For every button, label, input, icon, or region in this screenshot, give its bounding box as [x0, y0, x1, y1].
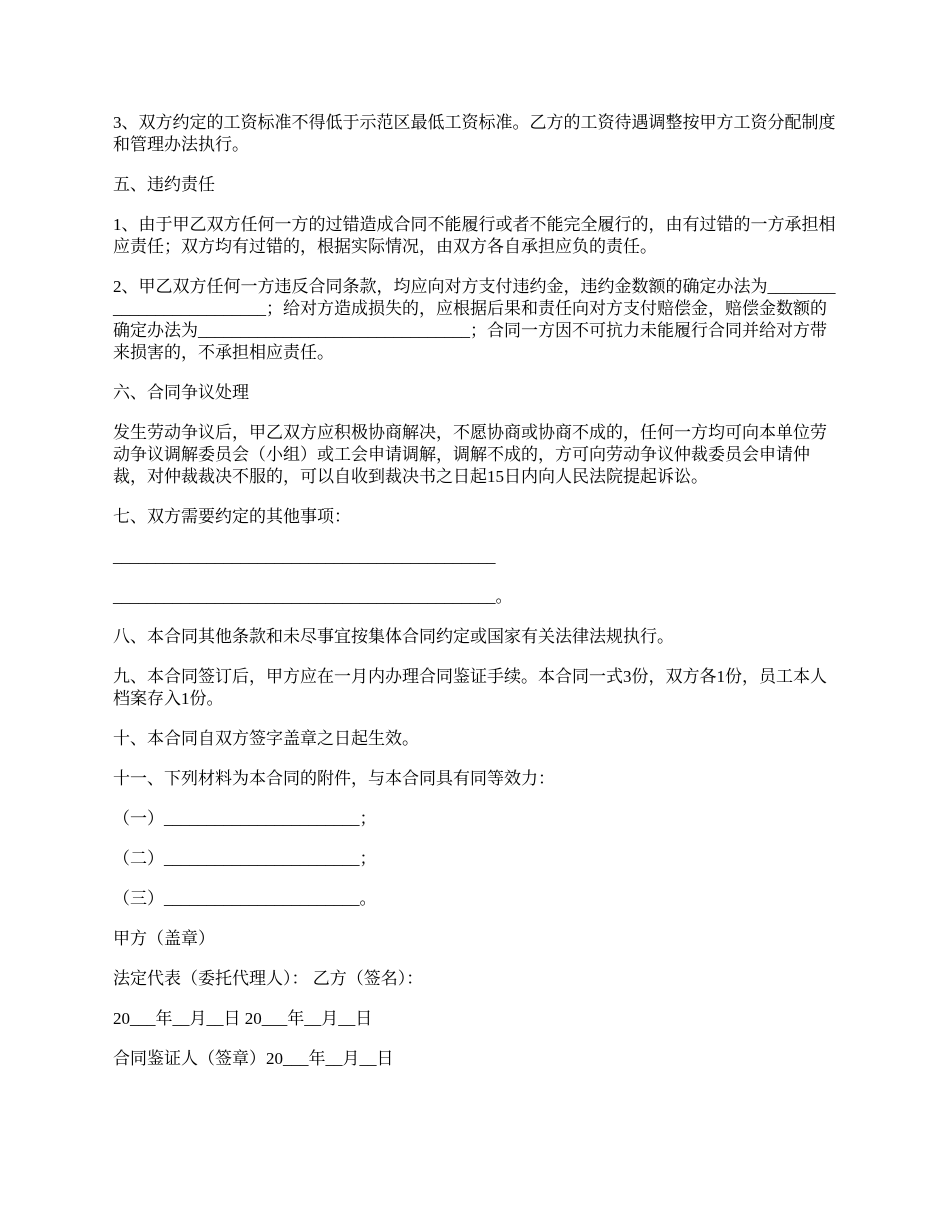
heading-dispute-resolution: 六、合同争议处理 — [113, 383, 249, 402]
clause-effective-date: 十、本合同自双方签字盖章之日起生效。 — [113, 729, 419, 748]
clause-breach-fault: 1、由于甲乙双方任何一方的过错造成合同不能履行或者不能完全履行的，由有过错的一方承担相应责任；双方均有过错的，根据实际情况，由双方各自承担应负的责任。 — [113, 215, 836, 256]
attachment-item-3: （三）_______________________。 — [113, 889, 377, 908]
clause-contract-copies: 九、本合同签订后，甲方应在一月内办理合同鉴证手续。本合同一式3份，双方各1份，员工本人档案存入1份。 — [113, 667, 827, 708]
clause-wage-standard: 3、双方约定的工资标准不得低于示范区最低工资标准。乙方的工资待遇调整按甲方工资分配制度和管理办法执行。 — [113, 113, 836, 154]
clause-breach-penalty: 2、甲乙双方任何一方违反合同条款，均应向对方支付违约金，违约金数额的确定办法为__________________________；给对方造成损失的，应根据后果和责任向对方支付赔偿金，赔偿金数额的确定办法为________________________________；合同一方因不可抗力未能履行合同并给对方带来损害的，不承担相应责任。 — [113, 277, 836, 362]
heading-breach-liability: 五、违约责任 — [113, 175, 215, 194]
signatories-line: 法定代表（委托代理人）： 乙方（签名）： — [113, 969, 424, 988]
verifier-signature: 合同鉴证人（签章）20___年__月__日 — [113, 1049, 394, 1068]
attachment-item-1: （一）_______________________； — [113, 809, 377, 828]
attachment-item-2: （二）_______________________； — [113, 849, 377, 868]
clause-other-terms: 八、本合同其他条款和未尽事宜按集体合同约定或国家有关法律法规执行。 — [113, 627, 674, 646]
heading-attachments: 十一、下列材料为本合同的附件，与本合同具有同等效力： — [113, 769, 555, 788]
heading-other-matters: 七、双方需要约定的其他事项： — [113, 507, 351, 526]
clause-dispute-procedure: 发生劳动争议后，甲乙双方应积极协商解决，不愿协商或协商不成的，任何一方均可向本单位劳动争议调解委员会（小组）或工会申请调解，调解不成的，方可向劳动争议仲裁委员会申请仲裁，对仲裁裁决不服的，可以自收到裁决书之日起15日内向人民法院提起诉讼。 — [113, 423, 827, 486]
party-a-seal: 甲方（盖章） — [113, 929, 215, 948]
other-matters-blank-2: _____________________________________________。 — [113, 587, 513, 606]
other-matters-blank-1: _____________________________________________ — [113, 547, 496, 566]
signature-dates: 20___年__月__日 20___年__月__日 — [113, 1009, 373, 1028]
